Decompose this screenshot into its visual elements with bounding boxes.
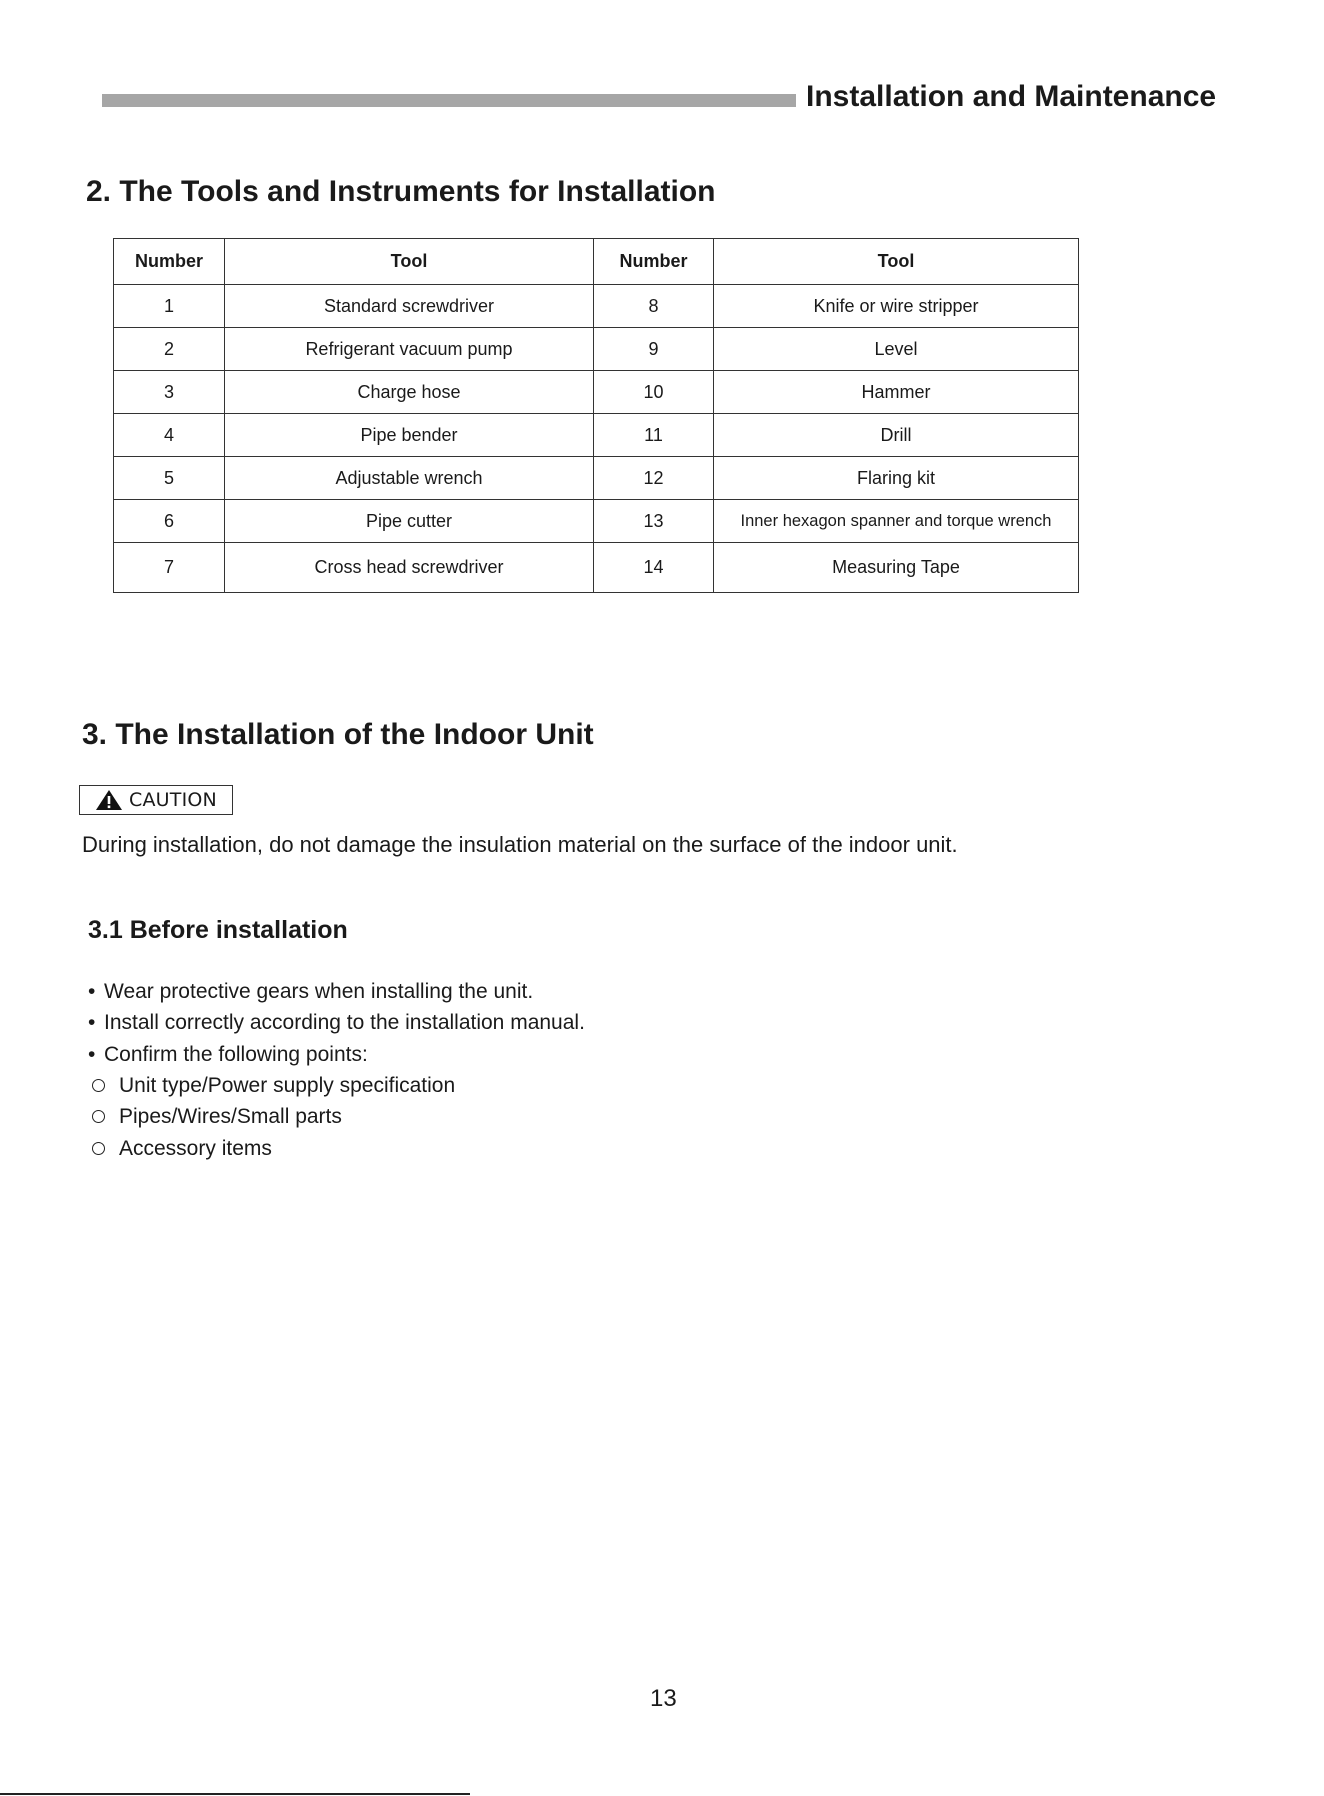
- table-cell: Knife or wire stripper: [714, 285, 1079, 328]
- table-cell: 4: [114, 414, 225, 457]
- caution-text: During installation, do not damage the insulation material on the surface of the indoor unit.: [82, 832, 958, 857]
- table-cell: 3: [114, 371, 225, 414]
- circle-icon: [92, 1079, 105, 1092]
- table-cell: 11: [594, 414, 714, 457]
- bullet-icon: •: [88, 1042, 96, 1066]
- table-cell: 2: [114, 328, 225, 371]
- circle-icon: [92, 1110, 105, 1123]
- table-cell: 5: [114, 457, 225, 500]
- table-header-row: [114, 239, 1079, 285]
- table-cell: Adjustable wrench: [225, 457, 594, 500]
- table-cell: 10: [594, 371, 714, 414]
- table-row: [114, 285, 1079, 328]
- table-cell: 9: [594, 328, 714, 371]
- table-cell: 7: [114, 543, 225, 593]
- table-cell: Pipe cutter: [225, 500, 594, 543]
- table-cell: 12: [594, 457, 714, 500]
- table-row: [114, 328, 1079, 371]
- header-rule: [102, 94, 796, 107]
- table-row: [114, 500, 1079, 543]
- table-cell: Level: [714, 328, 1079, 371]
- bullet-icon: •: [88, 980, 96, 1003]
- table-cell: 6: [114, 500, 225, 543]
- table-cell: Hammer: [714, 371, 1079, 414]
- list-item: Accessory items: [92, 1133, 455, 1164]
- check-list: [92, 1070, 455, 1164]
- caution-badge: [79, 785, 233, 815]
- table-row: [114, 457, 1079, 500]
- table-cell: Inner hexagon spanner and torque wrench: [714, 500, 1079, 543]
- warning-icon: [95, 789, 123, 811]
- bullet-list: [88, 976, 585, 1070]
- table-row: [114, 414, 1079, 457]
- bottom-rule: [0, 1793, 470, 1795]
- column-header-tool: Tool: [714, 239, 1079, 285]
- list-item: • Wear protective gears when installing the unit.: [88, 976, 585, 1007]
- circle-icon: [92, 1142, 105, 1155]
- column-header-number: Number: [594, 239, 714, 285]
- table-cell: Pipe bender: [225, 414, 594, 457]
- section-3-heading: 3. The Installation of the Indoor Unit: [82, 718, 594, 751]
- list-item: • Install correctly according to the installation manual.: [88, 1007, 585, 1038]
- list-item: Pipes/Wires/Small parts: [92, 1101, 455, 1132]
- table-cell: Cross head screwdriver: [225, 543, 594, 593]
- column-header-number: Number: [114, 239, 225, 285]
- caution-label: CAUTION: [129, 789, 217, 811]
- table-row: [114, 371, 1079, 414]
- list-item: Unit type/Power supply specification: [92, 1070, 455, 1101]
- table-cell: 8: [594, 285, 714, 328]
- table-cell: Refrigerant vacuum pump: [225, 328, 594, 371]
- list-item: • Confirm the following points:: [88, 1039, 585, 1070]
- tools-table: [113, 238, 1079, 593]
- bullet-icon: •: [88, 1011, 96, 1035]
- page-number: 13: [650, 1685, 677, 1712]
- section-2-heading: 2. The Tools and Instruments for Installation: [86, 175, 716, 208]
- table-cell: 1: [114, 285, 225, 328]
- table-cell: Charge hose: [225, 371, 594, 414]
- table-cell: 14: [594, 543, 714, 593]
- table-row: [114, 543, 1079, 593]
- header-title: Installation and Maintenance: [806, 80, 1217, 113]
- subsection-heading: 3.1 Before installation: [88, 916, 348, 944]
- table-cell: Flaring kit: [714, 457, 1079, 500]
- table-cell: Standard screwdriver: [225, 285, 594, 328]
- table-cell: Measuring Tape: [714, 543, 1079, 593]
- table-cell: 13: [594, 500, 714, 543]
- table-cell: Drill: [714, 414, 1079, 457]
- column-header-tool: Tool: [225, 239, 594, 285]
